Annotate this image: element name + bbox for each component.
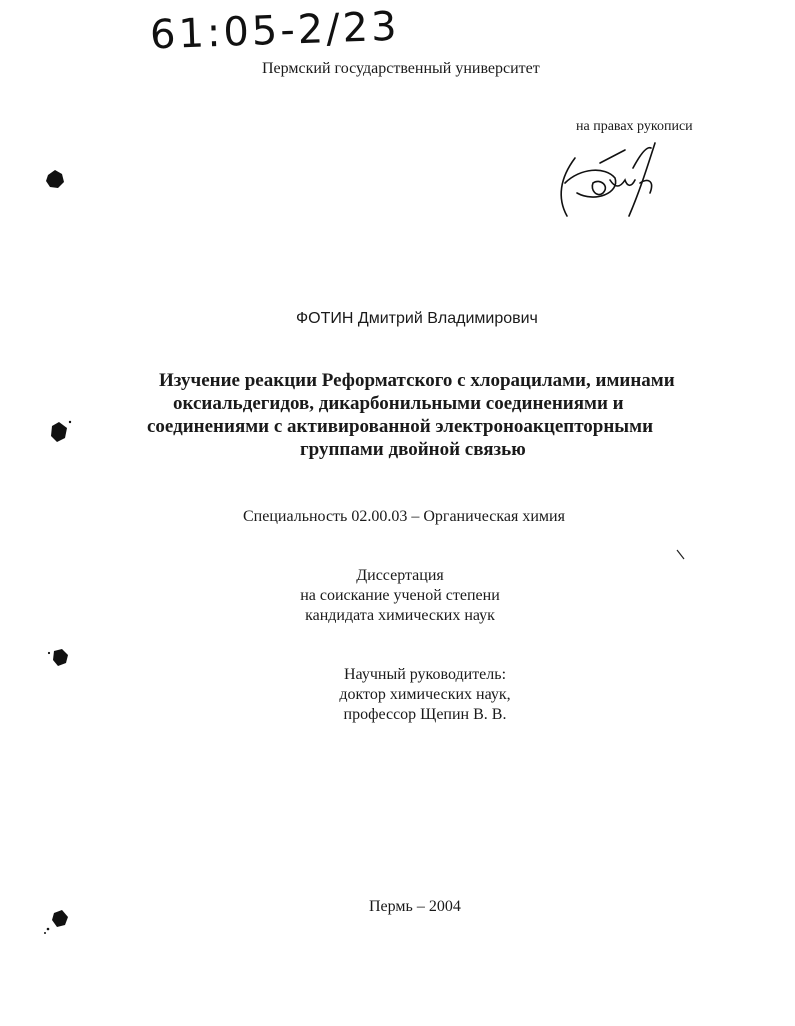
author-name: ФОТИН Дмитрий Владимирович (296, 310, 538, 327)
signature-image (555, 138, 670, 223)
specialty: Специальность 02.00.03 – Органическая химия (243, 508, 565, 525)
scan-dust-mark-icon (675, 548, 687, 562)
scan-hole-mark-icon (40, 905, 80, 940)
scan-hole-mark-icon (40, 165, 70, 195)
university-name: Пермский государственный университет (262, 60, 540, 77)
dissertation-line: на соискание ученой степени (300, 587, 500, 604)
supervisor-block (305, 665, 545, 725)
city-year: Пермь – 2004 (369, 898, 461, 915)
scan-hole-mark-icon (45, 418, 75, 448)
dissertation-block (280, 566, 520, 626)
title-line-1: Изучение реакции Реформатского с хлорацилами, иминами (159, 370, 675, 391)
manuscript-rights-note: на правах рукописи (576, 119, 693, 134)
title-line-4: группами двойной связью (300, 439, 526, 460)
dissertation-line: Диссертация (356, 567, 444, 584)
title-line-2: оксиальдегидов, дикарбонильными соединениями и (173, 393, 624, 414)
scan-hole-mark-icon (44, 643, 74, 673)
archive-mark-handwritten: 61:05-2/23 (149, 3, 401, 59)
dissertation-line: кандидата химических наук (305, 607, 495, 624)
supervisor-line: профессор Щепин В. В. (343, 706, 507, 723)
title-line-3: соединениями с активированной электроноакцепторными (147, 416, 654, 437)
supervisor-line: доктор химических наук, (339, 686, 511, 703)
supervisor-line: Научный руководитель: (343, 666, 507, 683)
